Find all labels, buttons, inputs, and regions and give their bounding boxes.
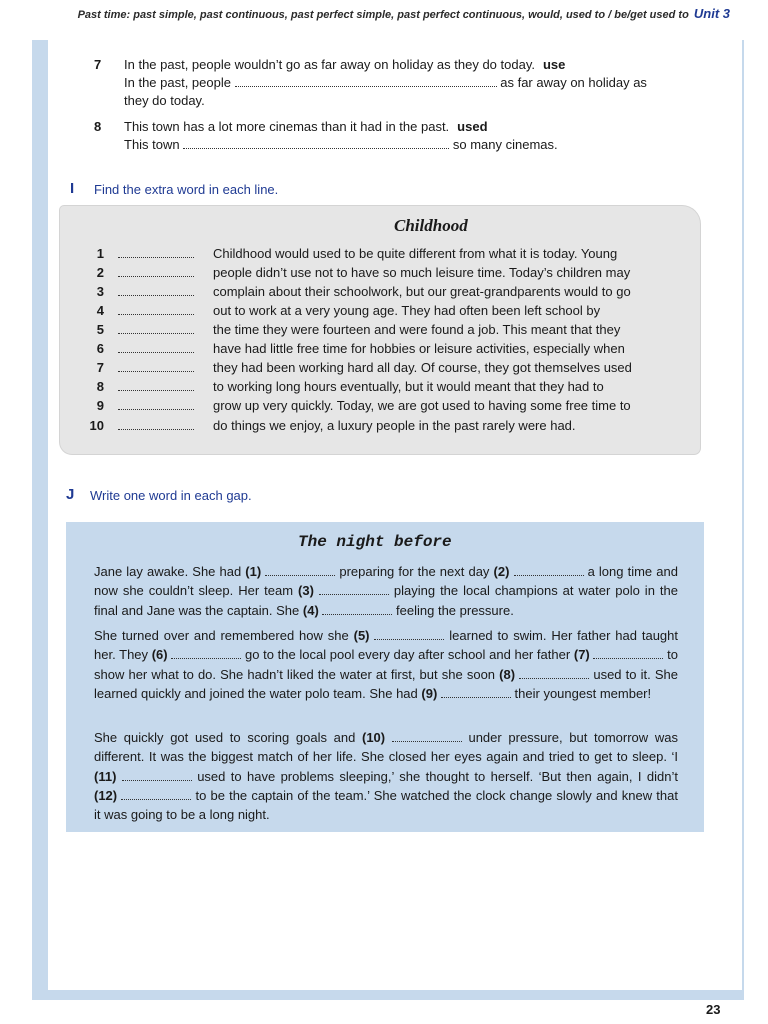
section-letter: I bbox=[70, 180, 75, 197]
item-number: 8 bbox=[94, 119, 102, 134]
answer-blank[interactable] bbox=[118, 418, 194, 430]
item-keyword: used bbox=[457, 119, 488, 134]
section-instruction: Write one word in each gap. bbox=[90, 488, 252, 503]
line-text: to working long hours eventually, but it would meant that they had to bbox=[213, 379, 604, 394]
item-sentence: This town has a lot more cinemas than it had in the past. bbox=[124, 119, 450, 134]
item-keyword: use bbox=[542, 57, 566, 72]
item-number: 7 bbox=[94, 57, 102, 72]
story-title: Childhood bbox=[394, 216, 468, 235]
line-number: 5 bbox=[96, 322, 104, 337]
line-number: 6 bbox=[96, 341, 104, 356]
transformation-item-7 bbox=[94, 56, 694, 112]
line-text: grow up very quickly. Today, we are got used to having some free time to bbox=[213, 398, 631, 413]
exercise-line bbox=[80, 303, 680, 322]
gap-number: (1) bbox=[245, 564, 262, 579]
exercise-line bbox=[80, 322, 680, 341]
answer-blank[interactable] bbox=[235, 74, 497, 87]
answer-blank[interactable] bbox=[322, 602, 392, 615]
story-paragraph-2 bbox=[94, 626, 678, 703]
answer-blank[interactable] bbox=[121, 787, 191, 800]
line-number: 2 bbox=[96, 265, 104, 280]
answer-blank[interactable] bbox=[519, 666, 589, 679]
line-text: complain about their schoolwork, but our great-grandparents would to go bbox=[213, 284, 631, 299]
line-number: 10 bbox=[89, 418, 104, 433]
text-run: used to it. She learned quickly and joined the water polo team. She had bbox=[94, 666, 678, 701]
line-text: people didn’t use not to have so much leisure time. Today’s children may bbox=[213, 265, 631, 280]
item-body bbox=[124, 56, 684, 110]
gap-number: (10) bbox=[362, 730, 386, 745]
text-run: Jane lay awake. She had bbox=[94, 564, 242, 579]
line-text: out to work at a very young age. They had often been left school by bbox=[213, 303, 601, 318]
gap-number: (8) bbox=[499, 666, 516, 682]
line-number: 7 bbox=[96, 360, 104, 375]
exercise-line bbox=[80, 265, 680, 284]
exercise-line bbox=[80, 398, 680, 417]
exercise-line bbox=[80, 246, 680, 265]
answer-blank[interactable] bbox=[118, 398, 194, 410]
line-number: 9 bbox=[96, 398, 104, 413]
page-number: 23 bbox=[706, 1002, 721, 1017]
line-text: Childhood would used to be quite different from what it is today. Young bbox=[213, 246, 618, 261]
story-paragraph-1 bbox=[94, 562, 678, 620]
answer-blank[interactable] bbox=[392, 729, 462, 742]
answer-blank[interactable] bbox=[514, 563, 584, 576]
line-text: they had been working hard all day. Of course, they got themselves used bbox=[213, 360, 632, 375]
answer-blank[interactable] bbox=[441, 685, 511, 698]
text-run: feeling the pressure. bbox=[396, 602, 514, 618]
gap-number: (2) bbox=[493, 564, 510, 579]
exercise-line bbox=[80, 379, 680, 398]
running-header bbox=[0, 6, 730, 21]
answer-blank[interactable] bbox=[118, 303, 194, 315]
gap-number: (11) bbox=[94, 768, 117, 784]
item-line-end: so many cinemas. bbox=[452, 137, 558, 152]
item-line-end: as far away on holiday as bbox=[500, 75, 647, 90]
text-run: preparing for the next day bbox=[339, 564, 490, 579]
item-sentence: In the past, people wouldn’t go as far away on holiday as they do today. bbox=[124, 57, 535, 72]
text-run: playing the local champions at water polo in the final and Jane was the captain. She bbox=[94, 583, 678, 618]
answer-blank[interactable] bbox=[265, 563, 335, 576]
text-run: to be the captain of the team.’ She watched the clock change slowly and knew that it was going to be a long night. bbox=[94, 787, 678, 823]
line-number: 4 bbox=[96, 303, 104, 318]
unit-label: Unit 3 bbox=[693, 6, 730, 21]
answer-blank[interactable] bbox=[593, 646, 663, 659]
item-line-2: they do today. bbox=[124, 93, 205, 108]
answer-blank[interactable] bbox=[118, 360, 194, 372]
gap-number: (7) bbox=[573, 647, 590, 663]
line-text: the time they were fourteen and were found a job. This meant that they bbox=[213, 322, 621, 337]
gap-number: (5) bbox=[353, 628, 370, 643]
answer-blank[interactable] bbox=[319, 582, 389, 595]
exercise-line bbox=[80, 341, 680, 360]
text-run: under pressure, but tomorrow was different. It was the biggest match of her life. She closed her eyes again and tried to get to sleep. ‘I bbox=[94, 730, 678, 765]
story-title: The night before bbox=[298, 533, 452, 551]
answer-blank[interactable] bbox=[118, 341, 194, 353]
section-instruction: Find the extra word in each line. bbox=[94, 182, 279, 197]
answer-blank[interactable] bbox=[118, 379, 194, 391]
item-line-start: In the past, people bbox=[124, 75, 231, 90]
text-run: to show her what to do. She hadn’t liked the water at first, but she soon bbox=[94, 647, 678, 682]
answer-blank[interactable] bbox=[171, 646, 241, 659]
answer-blank[interactable] bbox=[118, 322, 194, 334]
gap-number: (6) bbox=[151, 647, 168, 663]
text-run: their youngest member! bbox=[514, 685, 652, 701]
gap-number: (3) bbox=[298, 583, 314, 599]
answer-blank[interactable] bbox=[118, 284, 194, 296]
story-paragraph-3 bbox=[94, 728, 678, 824]
gap-number: (4) bbox=[302, 602, 319, 618]
answer-blank[interactable] bbox=[122, 768, 192, 781]
text-run: used to have problems sleeping,’ she thought to herself. ‘But then again, I didn’t bbox=[197, 768, 678, 784]
text-run: learned to swim. Her father had taught her. They bbox=[94, 628, 678, 663]
answer-blank[interactable] bbox=[183, 136, 449, 149]
text-run: go to the local pool every day after school and her father bbox=[244, 647, 571, 663]
answer-blank[interactable] bbox=[118, 265, 194, 277]
gap-number: (9) bbox=[421, 685, 438, 701]
item-line-start: This town bbox=[124, 137, 180, 152]
section-i-heading bbox=[70, 182, 470, 202]
exercise-line bbox=[80, 418, 680, 437]
exercise-line bbox=[80, 360, 680, 379]
item-body bbox=[124, 118, 684, 154]
text-run: She turned over and remembered how she bbox=[94, 628, 349, 643]
exercise-line bbox=[80, 284, 680, 303]
text-run: She quickly got used to scoring goals and bbox=[94, 730, 356, 745]
line-text: do things we enjoy, a luxury people in the past rarely were had. bbox=[213, 418, 576, 433]
line-number: 1 bbox=[96, 246, 104, 261]
section-j-heading bbox=[66, 488, 466, 508]
line-text: have had little free time for hobbies or leisure activities, especially when bbox=[213, 341, 625, 356]
answer-blank[interactable] bbox=[118, 246, 194, 258]
line-number: 3 bbox=[96, 284, 104, 299]
answer-blank[interactable] bbox=[374, 627, 444, 640]
transformation-item-8 bbox=[94, 118, 694, 158]
gap-number: (12) bbox=[94, 787, 118, 803]
text-run: a long time and now she couldn’t sleep. Her team bbox=[94, 564, 678, 599]
header-text: Past time: past simple, past continuous, past perfect simple, past perfect continuous, would, used to / be/get used to bbox=[77, 9, 689, 21]
line-number: 8 bbox=[96, 379, 104, 394]
section-letter: J bbox=[66, 486, 75, 503]
